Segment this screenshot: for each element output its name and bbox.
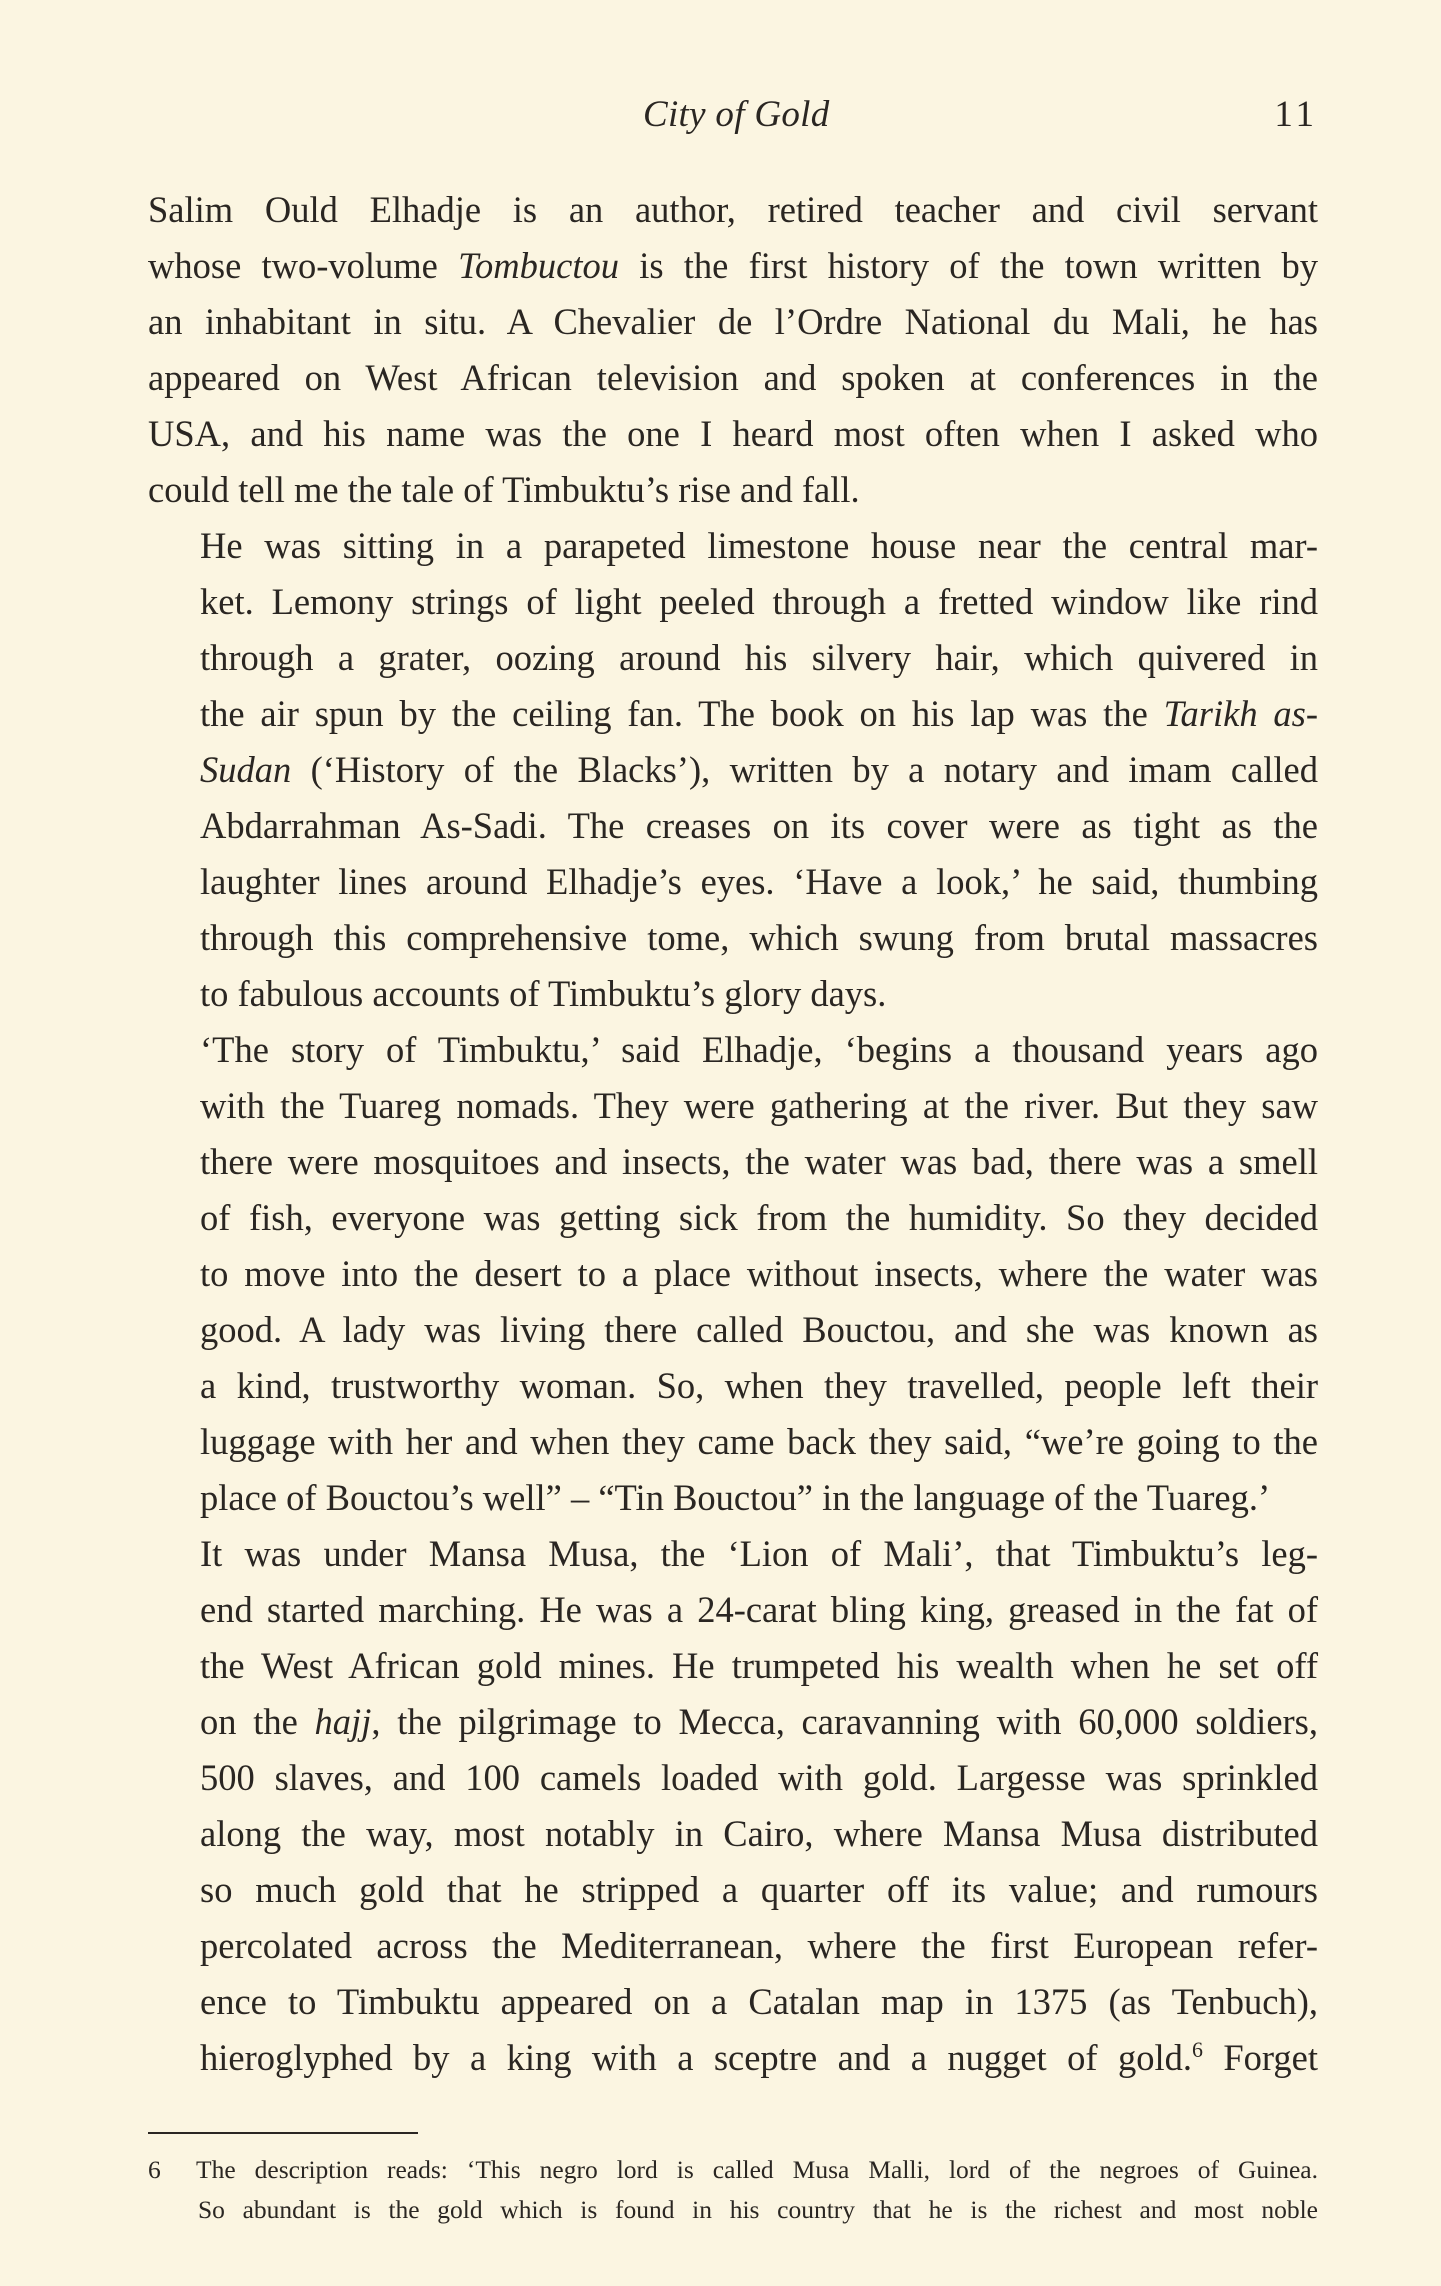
- text-line: luggage with her and when they came back they said, “we’re going to the: [200, 1421, 1318, 1462]
- footnote-number: 6: [148, 2155, 161, 2184]
- text-line: to move into the desert to a place without insects, where the water was: [200, 1253, 1318, 1294]
- text-line: He was sitting in a parapeted limestone house near the central mar-: [200, 525, 1318, 566]
- text-line: end started marching. He was a 24-carat bling king, greased in the fat of: [200, 1589, 1318, 1630]
- paragraph: [148, 1526, 1318, 2086]
- text-line: through a grater, oozing around his silvery hair, which quivered in: [200, 637, 1318, 678]
- text-line: Salim Ould Elhadje is an author, retired teacher and civil servant: [148, 189, 1318, 230]
- text-line: so much gold that he stripped a quarter off its value; and rumours: [200, 1869, 1318, 1910]
- text-line: It was under Mansa Musa, the ‘Lion of Mali’, that Timbuktu’s leg-: [200, 1533, 1318, 1574]
- text-line: place of Bouctou’s well” – “Tin Bouctou” in the language of the Tuareg.’: [200, 1477, 1271, 1518]
- text-line: could tell me the tale of Timbuktu’s rise and fall.: [148, 469, 860, 510]
- text-line: Sudan (‘History of the Blacks’), written by a notary and imam called: [200, 749, 1318, 790]
- page-header: [148, 93, 1318, 143]
- footnote-rule: [148, 2132, 418, 2134]
- text-line: the West African gold mines. He trumpeted his wealth when he set off: [200, 1645, 1318, 1686]
- text-line: the air spun by the ceiling fan. The book on his lap was the Tarikh as-: [200, 693, 1318, 734]
- text-line: through this comprehensive tome, which swung from brutal massacres: [200, 917, 1318, 958]
- text-line: on the hajj, the pilgrimage to Mecca, caravanning with 60,000 soldiers,: [200, 1701, 1318, 1742]
- paragraph: [148, 182, 1318, 518]
- text-line: with the Tuareg nomads. They were gathering at the river. But they saw: [200, 1085, 1318, 1126]
- text-line: appeared on West African television and spoken at conferences in the: [148, 357, 1318, 398]
- text-line: there were mosquitoes and insects, the water was bad, there was a smell: [200, 1141, 1318, 1182]
- text-line: Abdarrahman As-Sadi. The creases on its cover were as tight as the: [200, 805, 1318, 846]
- text-line: a kind, trustworthy woman. So, when they travelled, people left their: [200, 1365, 1318, 1406]
- paragraph: [148, 518, 1318, 1022]
- text-line: 500 slaves, and 100 camels loaded with gold. Largesse was sprinkled: [200, 1757, 1318, 1798]
- text-line: along the way, most notably in Cairo, where Mansa Musa distributed: [200, 1813, 1318, 1854]
- footnote: [148, 2150, 1318, 2230]
- body-text: [148, 182, 1318, 2086]
- text-line: laughter lines around Elhadje’s eyes. ‘Have a look,’ he said, thumbing: [200, 861, 1318, 902]
- text-line: USA, and his name was the one I heard most often when I asked who: [148, 413, 1318, 454]
- text-line: of fish, everyone was getting sick from the humidity. So they decided: [200, 1197, 1318, 1238]
- text-line: to fabulous accounts of Timbuktu’s glory days.: [200, 973, 887, 1014]
- footnote-line: So abundant is the gold which is found in his country that he is the richest and most noble: [198, 2195, 1318, 2224]
- text-line: ence to Timbuktu appeared on a Catalan map in 1375 (as Tenbuch),: [200, 1981, 1318, 2022]
- page-number: 11: [1274, 94, 1318, 135]
- text-line: whose two-volume Tombuctou is the first history of the town written by: [148, 245, 1318, 286]
- text-line: percolated across the Mediterranean, where the first European refer-: [200, 1925, 1318, 1966]
- text-line: hieroglyphed by a king with a sceptre and a nugget of gold.$^6$ Forget: [200, 2036, 1318, 2078]
- running-title: City of Gold: [643, 94, 830, 135]
- footnote-reference: 6: [1191, 2036, 1203, 2062]
- paragraph: [148, 1022, 1318, 1526]
- text-line: ket. Lemony strings of light peeled through a fretted window like rind: [200, 581, 1318, 622]
- text-line: an inhabitant in situ. A Chevalier de l’Ordre National du Mali, he has: [148, 301, 1318, 342]
- text-line: good. A lady was living there called Bouctou, and she was known as: [200, 1309, 1318, 1350]
- footnote-line: 6 The description reads: ‘This negro lord is called Musa Malli, lord of the negroes of Guinea.: [148, 2150, 1318, 2190]
- text-line: ‘The story of Timbuktu,’ said Elhadje, ‘begins a thousand years ago: [200, 1029, 1318, 1070]
